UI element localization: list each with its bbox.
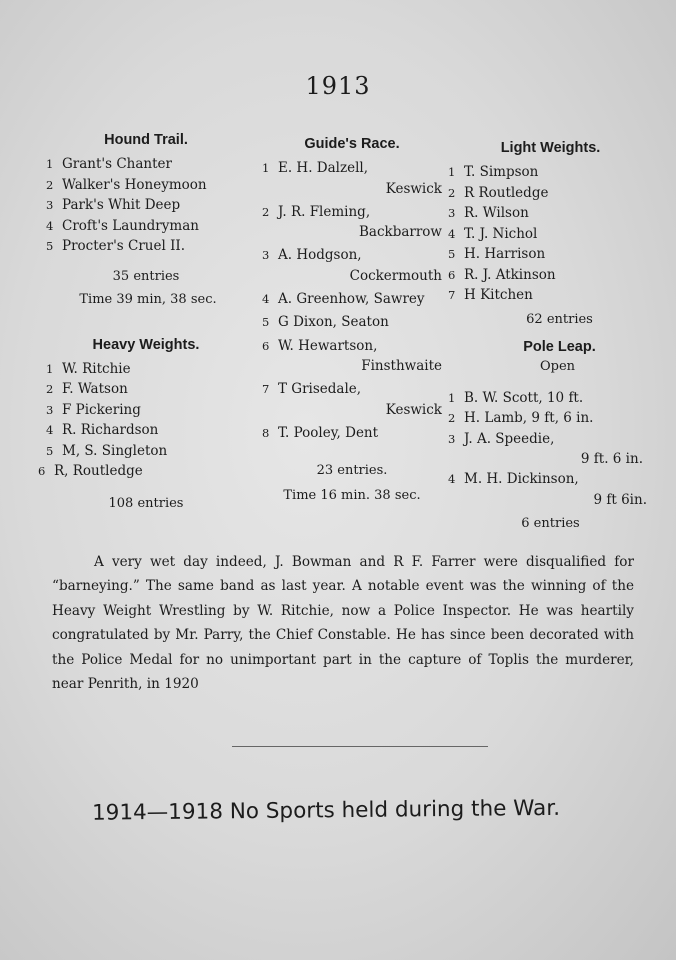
pole-leap-entries: 6 entries	[521, 515, 580, 531]
place-number: 7	[448, 288, 456, 302]
result-row	[448, 244, 653, 265]
result-row	[262, 158, 442, 179]
guides-race-entries: 23 entries.	[316, 463, 388, 478]
competitor-name: H. Lamb, 9 ft, 6 in.	[464, 410, 594, 426]
competitor-name: Walker's Honeymoon	[62, 176, 207, 193]
competitor-name: T. Pooley, Dent	[278, 424, 379, 441]
place-number: 1	[448, 165, 456, 179]
competitor-name: T. J. Nichol	[464, 225, 538, 242]
competitor-name: J. A. Speedie,	[464, 430, 555, 447]
pole-height: 9 ft 6in.	[593, 491, 647, 508]
result-row	[448, 388, 653, 409]
place-number: 5	[448, 247, 456, 261]
result-row	[448, 429, 653, 450]
pole-leap-heading: Pole Leap.	[523, 338, 596, 355]
competitor-name: H Kitchen	[464, 287, 533, 303]
competitor-name: Croft's Laundryman	[62, 217, 199, 234]
competitor-place: Finsthwaite	[361, 358, 442, 374]
competitor-name: H. Harrison	[464, 246, 546, 262]
result-row	[262, 202, 442, 223]
competitor-name: W. Hewartson,	[278, 337, 378, 354]
competitor-name: E. H. Dalzell,	[278, 160, 369, 176]
light-weights-entries: 62 entries	[526, 311, 593, 327]
place-number: 2	[448, 411, 456, 425]
result-row	[262, 336, 442, 357]
competitor-name: M, S. Singleton	[62, 442, 168, 459]
result-row	[448, 408, 653, 429]
place-number: 1	[46, 157, 54, 171]
competitor-name: G Dixon, Seaton	[278, 314, 389, 330]
competitor-place: Keswick	[385, 401, 442, 418]
pole-leap-subtitle: Open	[539, 358, 576, 374]
left-column	[38, 132, 246, 511]
pole-height: 9 ft. 6 in.	[580, 451, 643, 467]
place-number: 6	[448, 267, 456, 282]
result-row	[448, 224, 653, 245]
place-number: 3	[262, 248, 270, 262]
place-number: 4	[448, 472, 456, 486]
guides-race-results	[262, 158, 442, 443]
place-number: 1	[262, 161, 270, 175]
competitor-place: Backbarrow	[359, 224, 442, 240]
place-number: 8	[262, 425, 270, 440]
place-number: 7	[262, 382, 270, 396]
result-row	[448, 203, 653, 224]
competitor-name: F Pickering	[62, 401, 141, 418]
competitor-place: Keswick	[385, 180, 442, 197]
competitor-place: Cockermouth	[349, 267, 442, 284]
hound-trail-time: Time 39 min, 38 sec.	[79, 291, 217, 307]
narrative-paragraph	[52, 550, 634, 696]
result-row	[448, 469, 653, 490]
place-number: 5	[46, 239, 54, 253]
competitor-name: J. R. Fleming,	[278, 203, 371, 220]
competitor-name: A. Hodgson,	[278, 247, 362, 263]
place-number: 3	[448, 431, 456, 446]
result-row	[46, 420, 246, 441]
competitor-name: Procter's Cruel II.	[62, 238, 186, 254]
place-number: 2	[46, 177, 54, 192]
divider-rule	[232, 746, 488, 747]
result-row	[46, 216, 246, 237]
result-row	[262, 245, 442, 266]
result-row	[46, 154, 246, 175]
competitor-name: Park's Whit Deep	[62, 197, 181, 213]
competitor-name: R. Richardson	[62, 422, 159, 438]
result-row	[262, 289, 442, 310]
place-number: 4	[46, 423, 54, 437]
pole-leap-results	[448, 388, 653, 510]
competitor-name: R, Routledge	[54, 463, 143, 479]
heavy-weights-heading: Heavy Weights.	[92, 336, 200, 353]
competitor-name: T. Simpson	[464, 164, 539, 180]
place-number: 3	[448, 206, 456, 220]
competitor-name: R Routledge	[464, 184, 549, 201]
result-row	[448, 285, 653, 306]
competitor-name: W. Ritchie	[62, 360, 131, 377]
competitor-name: A. Greenhow, Sawrey	[278, 290, 425, 307]
result-row	[46, 195, 246, 216]
result-row	[448, 265, 653, 286]
place-number: 4	[448, 226, 456, 241]
competitor-name: F. Watson	[62, 381, 128, 397]
place-number: 6	[38, 464, 46, 478]
place-number: 6	[262, 338, 270, 353]
place-number: 4	[46, 218, 54, 233]
place-number: 4	[262, 291, 270, 306]
result-row	[262, 379, 442, 400]
competitor-name: R. Wilson	[464, 205, 529, 221]
place-number: 2	[448, 185, 456, 200]
guides-race-heading: Guide's Race.	[304, 136, 400, 152]
competitor-name: B. W. Scott, 10 ft.	[464, 389, 584, 406]
place-number: 3	[46, 402, 54, 417]
guides-race-time: Time 16 min. 38 sec.	[283, 488, 421, 503]
result-row	[262, 312, 442, 333]
result-row	[448, 183, 653, 204]
competitor-name: R. J. Atkinson	[464, 266, 556, 283]
place-number: 2	[262, 204, 270, 219]
place-number: 3	[46, 198, 54, 212]
war-notice: 1914—1918 No Sports held during the War.	[91, 795, 561, 826]
result-row	[38, 461, 246, 482]
place-number: 1	[448, 390, 456, 405]
result-row	[262, 423, 442, 444]
heavy-weights-results	[38, 359, 246, 482]
result-row	[46, 236, 246, 257]
result-row	[448, 162, 653, 183]
competitor-name: Grant's Chanter	[62, 156, 172, 172]
hound-trail-entries: 35 entries	[112, 268, 180, 284]
competitor-name: M. H. Dickinson,	[464, 471, 579, 487]
hound-trail-results	[46, 154, 246, 257]
heavy-weights-entries: 108 entries	[108, 495, 184, 511]
result-row	[46, 400, 246, 421]
light-weights-heading: Light Weights.	[500, 140, 601, 156]
competitor-name: T Grisedale,	[278, 381, 362, 397]
place-number: 1	[46, 361, 54, 376]
result-row	[46, 441, 246, 462]
right-column	[448, 140, 653, 531]
place-number: 5	[46, 443, 54, 458]
place-number: 2	[46, 382, 54, 396]
light-weights-results	[448, 162, 653, 306]
place-number: 5	[262, 315, 270, 329]
result-row	[46, 379, 246, 400]
page-title-year: 1913	[305, 72, 371, 100]
middle-column	[262, 136, 442, 503]
result-row	[46, 175, 246, 196]
hound-trail-heading: Hound Trail.	[104, 132, 188, 148]
narrative-text: A very wet day indeed, J. Bowman and R F. Farrer were disqualified for “barneying.” The same band as last year. A notable event was the winning of the Heavy Weight Wrestling by W. Ritchie, now a Police Inspector. He was heartily congratulated by Mr. Parry, the Chief Constable. He has since been decorated with the Police Medal for no unimportant part in the capture of Toplis the murderer, near Penrith, in 1920	[52, 554, 634, 693]
result-row	[46, 359, 246, 380]
